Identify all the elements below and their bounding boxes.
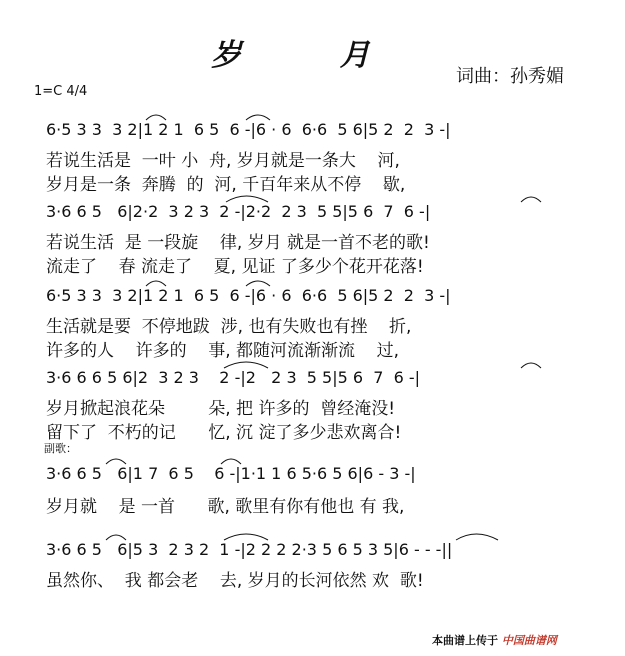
lyric-line: 岁月是一条 奔腾 的 河, 千百年来从不停 歇, bbox=[46, 175, 406, 195]
notation-line-3 bbox=[46, 286, 590, 310]
footer-credit bbox=[432, 632, 557, 648]
notation-line-6 bbox=[46, 540, 590, 564]
lyric-line: 虽然你、 我 都会老 去, 岁月的长河依然 欢 歌! bbox=[46, 571, 424, 591]
lyric-line: 若说生活 是 一段旋 律, 岁月 就是一首不老的歌! bbox=[46, 233, 430, 253]
lyric-line: 岁月就 是 一首 歌, 歌里有你有他也 有 我, bbox=[46, 497, 405, 517]
notation-line-4 bbox=[46, 368, 590, 392]
lyric-line: 岁月掀起浪花朵 朵, 把 许多的 曾经淹没! bbox=[46, 399, 396, 419]
lyric-line: 若说生活是 一叶 小 舟, 岁月就是一条大 河, bbox=[46, 151, 400, 171]
notation-text: 3·6 6 5 6|1 7 6 5 6 -|1·1 1 6 5·6 5 6|6 - 3 -| bbox=[46, 464, 416, 483]
lyric-line: 许多的人 许多的 事, 都随河流渐渐流 过, bbox=[46, 341, 400, 361]
notation-text: 3·6 6 5 6|2·2 3 2 3 2 -|2·2 2 3 5 5|5 6 7 6 -| bbox=[46, 202, 431, 221]
lyric-line: 留下了 不朽的记 忆, 沉 淀了多少悲欢离合! bbox=[46, 423, 402, 443]
chorus-label: 副歌： bbox=[44, 442, 77, 455]
lyric-line: 生活就是要 不停地跋 涉, 也有失败也有挫 折, bbox=[46, 317, 412, 337]
notation-line-1 bbox=[46, 120, 590, 144]
key-signature: 1=C 4/4 bbox=[34, 84, 88, 99]
notation-line-5 bbox=[46, 464, 590, 488]
song-title: 岁 月 bbox=[211, 38, 414, 73]
footer-prefix: 本曲谱上传于 bbox=[432, 634, 498, 647]
author-credit: 词曲：孙秀媚 bbox=[456, 66, 564, 87]
notation-text: 6·5 3 3 3 2|1 2 1 6 5 6 -|6 · 6 6·6 5 6|5 2 2 3 -| bbox=[46, 286, 451, 305]
lyric-line: 流走了 春 流走了 夏, 见证 了多少个花开花落! bbox=[46, 257, 424, 277]
notation-text: 6·5 3 3 3 2|1 2 1 6 5 6 -|6 · 6 6·6 5 6|5 2 2 3 -| bbox=[46, 120, 451, 139]
notation-line-2 bbox=[46, 202, 590, 226]
site-logo: 中国曲谱网 bbox=[501, 634, 557, 647]
notation-text: 3·6 6 6 5 6|2 3 2 3 2 -|2 2 3 5 5|5 6 7 6 -| bbox=[46, 368, 421, 387]
notation-text: 3·6 6 5 6|5 3 2 3 2 1 -|2 2 2 2·3 5 6 5 3 5|6 - - -|| bbox=[46, 540, 453, 559]
